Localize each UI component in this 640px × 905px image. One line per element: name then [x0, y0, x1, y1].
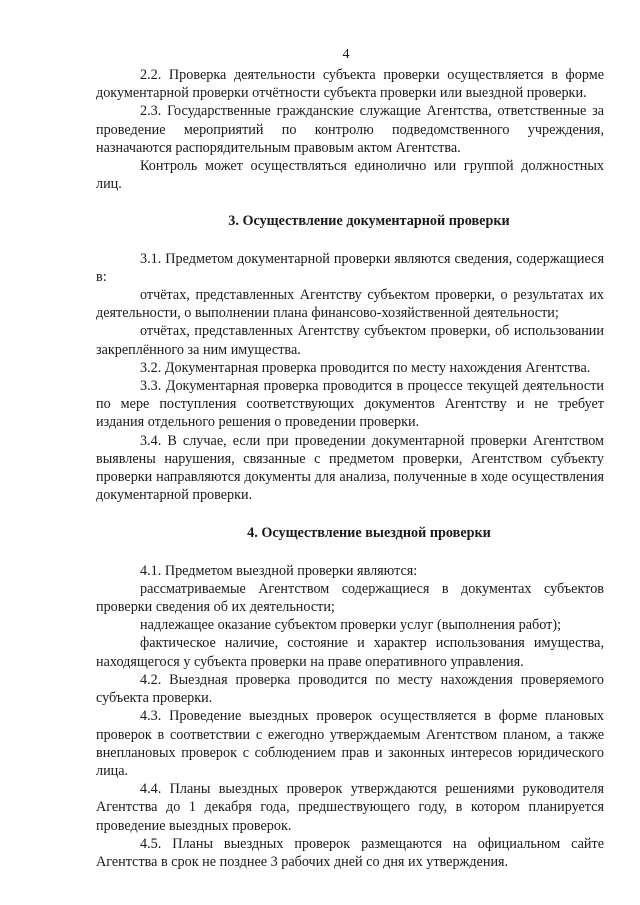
paragraph-4-4: 4.4. Планы выездных проверок утверждаются решениями руководителя Агентства до 1 декабря года, предшествующего году, в котором планируется проведение выездных проверок.	[96, 781, 604, 834]
paragraph-2-3: 2.3. Государственные гражданские служащие Агентства, ответственные за проведение мероприятий по контролю подведомственного учреждения, назначаются распорядительным правовым актом Агентства.	[96, 103, 604, 156]
paragraph-4-1-item-3: фактическое наличие, состояние и характер использования имущества, находящегося у субъекта проверки на праве оперативного управления.	[96, 635, 604, 670]
paragraph-2-2: 2.2. Проверка деятельности субъекта проверки осуществляется в форме документарной проверки отчётности субъекта проверки или выездной проверки.	[96, 67, 604, 102]
paragraph-3-3: 3.3. Документарная проверка проводится в процессе текущей деятельности по мере поступления соответствующих документов Агентству и не требует издания отдельного решения о проведении проверки.	[96, 378, 604, 431]
paragraph-3-2: 3.2. Документарная проверка проводится по месту нахождения Агентства.	[140, 359, 591, 376]
paragraph-3-1-item-1: отчётах, представленных Агентству субъектом проверки, о результатах их деятельности, о выполнении плана финансово-хозяйственной деятельности;	[96, 287, 604, 322]
paragraph-3-4: 3.4. В случае, если при проведении документарной проверки Агентством выявлены нарушения, связанные с предметом проверки, Агентством субъекту проверки направляются документы для анализа, полученные в ходе осуществления документарной проверки.	[96, 432, 604, 504]
paragraph-3-1-item-2: отчётах, представленных Агентству субъектом проверки, об использовании закреплённого за ним имущества.	[96, 323, 604, 358]
section-4-heading: 4. Осуществление выездной проверки	[247, 525, 491, 542]
paragraph-3-1: 3.1. Предметом документарной проверки являются сведения, содержащиеся в:	[96, 250, 604, 285]
paragraph-4-3: 4.3. Проведение выездных проверок осуществляется в форме плановых проверок в соответствии с ежегодно утверждаемым Агентством планом, а также внеплановых проверок с соблюдением прав и законных интересов юридического лица.	[96, 708, 604, 779]
paragraph-control: Контроль может осуществляться единолично или группой должностных лиц.	[96, 158, 604, 193]
paragraph-4-1: 4.1. Предметом выездной проверки являются:	[140, 562, 418, 579]
paragraph-4-1-item-2: надлежащее оказание субъектом проверки услуг (выполнения работ);	[140, 617, 562, 634]
paragraph-4-5: 4.5. Планы выездных проверок размещаются на официальном сайте Агентства в срок не позднее 3 рабочих дней со дня их утверждения.	[96, 835, 604, 870]
paragraph-4-1-item-1: рассматриваемые Агентством содержащиеся в документах субъектов проверки сведения об их деятельности;	[96, 580, 604, 616]
document-body	[96, 66, 604, 871]
section-3-heading: 3. Осуществление документарной проверки	[228, 213, 510, 230]
page-number: 4	[342, 47, 350, 62]
paragraph-4-2: 4.2. Выездная проверка проводится по месту нахождения проверяемого субъекта проверки.	[96, 671, 604, 707]
